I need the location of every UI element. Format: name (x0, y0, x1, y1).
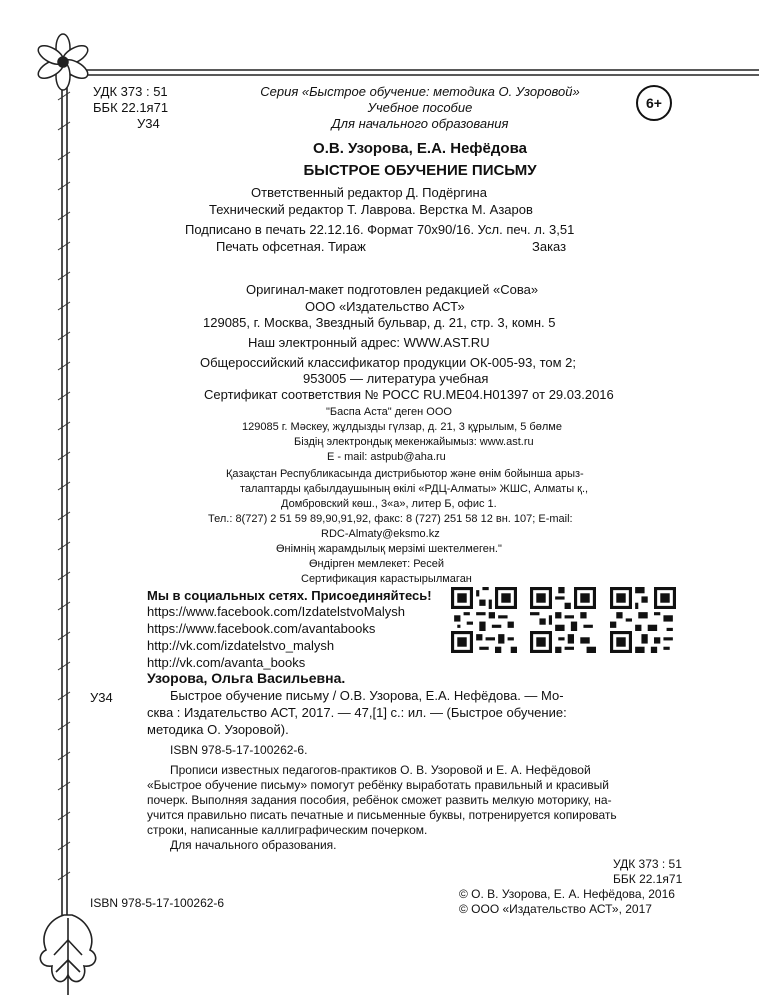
catalog-entry-3: методика О. Узоровой). (147, 722, 289, 737)
age-rating-badge (636, 85, 672, 121)
print-type: Печать офсетная. Тираж (216, 239, 366, 254)
qr-code-icon (530, 587, 596, 653)
annotation-line-3: почерк. Выполняя задания пособия, ребёнок сможет развить мелкую моторику, на- (147, 793, 612, 807)
copyright-authors: © О. В. Узорова, Е. А. Нефёдова, 2016 (459, 887, 675, 901)
library-code: У34 (137, 116, 160, 131)
kz-dist-5: RDC-Almaty@eksmo.kz (321, 528, 440, 540)
kz-line-1: "Баспа Аста" деген ООО (326, 406, 452, 418)
flower-ornament-icon (35, 34, 90, 90)
book-authors: О.В. Узорова, Е.А. Нефёдова (313, 140, 527, 157)
annotation-line-1: Прописи известных педагогов-практиков О. В. Узоровой и Е. А. Нефёдовой (170, 763, 591, 777)
book-type: Учебное пособие (367, 100, 473, 115)
kz-dist-1: Қазақстан Республикасында дистрибьютор және өнім бойынша арыз- (226, 468, 584, 480)
series-name: Серия «Быстрое обучение: методика О. Узоровой» (260, 84, 580, 99)
social-link-2[interactable]: https://www.facebook.com/avantabooks (147, 621, 376, 636)
kz-dist-4: Тел.: 8(727) 2 51 59 89,90,91,92, факс: 8 (727) 251 58 12 вн. 107; E-mail: (208, 513, 573, 525)
classifier-line-2: 953005 — литература учебная (303, 371, 489, 386)
layout-credit: Оригинал-макет подготовлен редакцией «Сова» (246, 282, 539, 297)
copyright-publisher: © ООО «Издательство АСТ», 2017 (459, 902, 652, 916)
kz-dist-2: талаптарды қабылдаушының өкілі «РДЦ-Алматы» ЖШС, Алматы қ., (240, 483, 589, 495)
footer-udk: УДК 373 : 51 (613, 857, 682, 871)
social-link-1[interactable]: https://www.facebook.com/IzdatelstvoMalysh (147, 604, 405, 619)
leaf-ornament-icon (40, 915, 95, 995)
kz-line-3: Біздің электрондық мекенжайымыз: www.ast.ru (294, 436, 534, 448)
qr-code-icon (451, 587, 517, 653)
print-signed: Подписано в печать 22.12.16. Формат 70х90/16. Усл. печ. л. 3,51 (185, 222, 575, 237)
catalog-author: Узорова, Ольга Васильевна. (147, 670, 346, 686)
qr-code-icon (610, 587, 676, 653)
certificate: Сертификат соответствия № РОСС RU.МЕ04.Н01397 от 29.03.2016 (204, 387, 614, 402)
kz-dist-7: Өндірген мемлекет: Ресей (309, 558, 444, 570)
classifier-line-1: Общероссийский классификатор продукции ОК-005-93, том 2; (200, 355, 577, 370)
catalog-entry-1: Быстрое обучение письму / О.В. Узорова, Е.А. Нефёдова. — Мо- (170, 688, 564, 703)
kz-line-2: 129085 г. Мәскеу, жұлдызды гүлзар, д. 21, 3 құрылым, 5 бөлме (242, 421, 562, 433)
kz-dist-3: Домбровский көш., 3«а», литер Б, офис 1. (281, 498, 497, 510)
kz-line-4: E - mail: astpub@aha.ru (327, 451, 446, 463)
social-link-4[interactable]: http://vk.com/avanta_books (147, 655, 306, 670)
annotation-line-5: строки, написанные каллиграфическим почерком. (147, 823, 428, 837)
annotation-line-4: учится правильно писать печатные и письменные буквы, потренируется копировать (147, 808, 617, 822)
kz-dist-6: Өнімнің жарамдылық мерзімі шектелмеген." (276, 543, 502, 555)
catalog-isbn: ISBN 978-5-17-100262-6. (170, 743, 308, 757)
social-heading: Мы в социальных сетях. Присоединяйтесь! (147, 588, 432, 603)
age-rating-label: 6+ (646, 95, 662, 111)
social-link-3[interactable]: http://vk.com/izdatelstvo_malysh (147, 638, 335, 653)
catalog-entry-2: сква : Издательство АСТ, 2017. — 47,[1] с.: ил. — (Быстрое обучение: (147, 705, 567, 720)
annotation-audience: Для начального образования. (170, 838, 337, 852)
publisher-name: ООО «Издательство АСТ» (305, 299, 465, 314)
publisher-address: 129085, г. Москва, Звездный бульвар, д. 21, стр. 3, комн. 5 (203, 315, 556, 330)
technical-editor: Технический редактор Т. Лаврова. Верстка М. Азаров (209, 202, 533, 217)
education-level: Для начального образования (331, 116, 509, 131)
book-title: БЫСТРОЕ ОБУЧЕНИЕ ПИСЬМУ (303, 162, 537, 179)
footer-isbn: ISBN 978-5-17-100262-6 (90, 896, 225, 910)
order-label: Заказ (532, 239, 567, 254)
udk-code: УДК 373 : 51 (93, 84, 168, 99)
responsible-editor: Ответственный редактор Д. Подёргина (251, 185, 487, 200)
kz-dist-8: Сертификация карастырылмаган (301, 573, 472, 585)
annotation-line-2: «Быстрое обучение письму» помогут ребёнку выработать правильный и красивый (147, 778, 609, 792)
publisher-web: Наш электронный адрес: WWW.AST.RU (248, 335, 490, 350)
footer-bbk: ББК 22.1я71 (613, 872, 683, 886)
bbk-code: ББК 22.1я71 (93, 100, 169, 115)
catalog-code: У34 (90, 690, 113, 705)
